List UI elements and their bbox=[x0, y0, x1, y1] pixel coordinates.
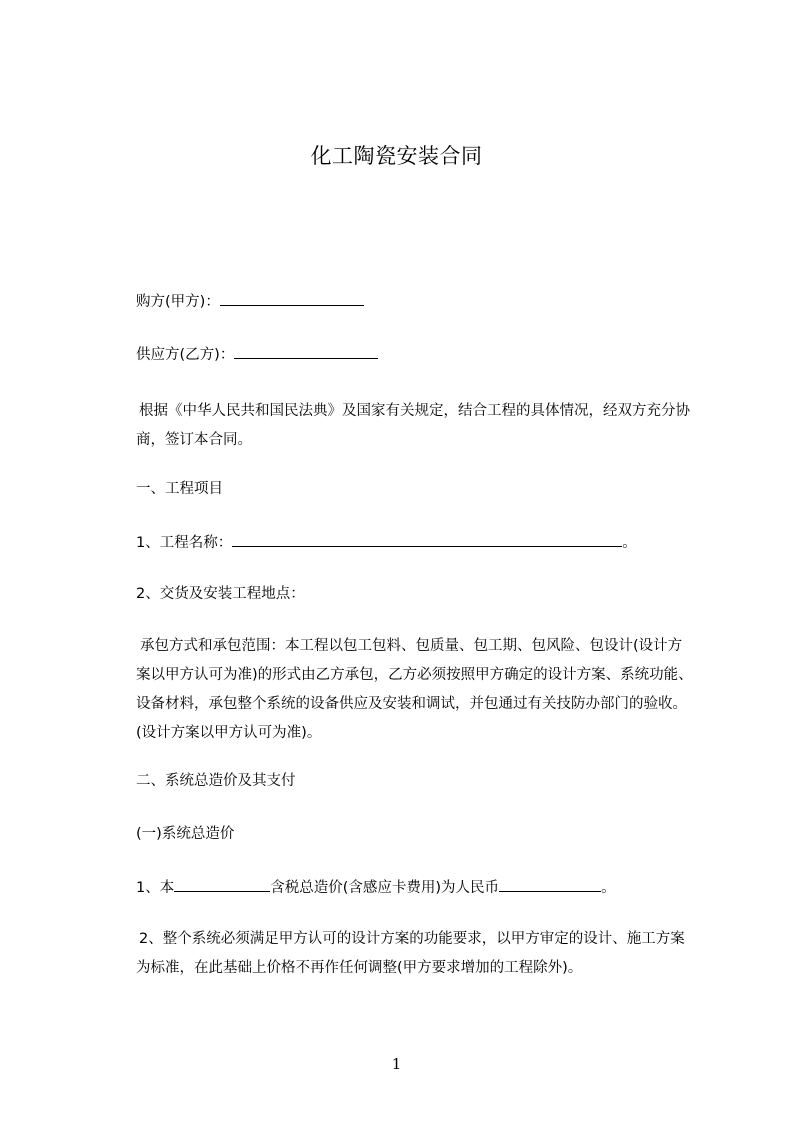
price-item-blank[interactable] bbox=[174, 877, 270, 892]
price-prefix: 1、本 bbox=[136, 880, 175, 896]
section2-heading: 二、系统总造价及其支付 bbox=[136, 773, 296, 789]
price-amount-blank[interactable] bbox=[499, 877, 601, 892]
supplier-label: 供应方(乙方)： bbox=[136, 347, 235, 363]
scope-paragraph: 承包方式和承包范围：本工程以包工包料、包质量、包工期、包风险、包设计(设计方案以甲方认可为准)的形式由乙方承包，乙方必须按照甲方确定的设计方案、系统功能、设备材料，承包整个系统的设备供应及安装和调试，并包通过有关技防办部门的验收。(设计方案以甲方认可为准)。 bbox=[136, 638, 693, 741]
location-line: 2、交货及安装工程地点： bbox=[136, 586, 305, 602]
price-middle: 含税总造价(含感应卡费用)为人民币 bbox=[270, 880, 500, 896]
project-name-label: 1、工程名称： bbox=[136, 535, 233, 551]
buyer-line bbox=[136, 291, 364, 312]
price-end: 。 bbox=[601, 880, 616, 896]
price-condition-paragraph: 2、整个系统必须满足甲方认可的设计方案的功能要求，以甲方审定的设计、施工方案为标准，在此基础上价格不再作任何调整(甲方要求增加的工程除外)。 bbox=[136, 931, 685, 976]
supplier-blank[interactable] bbox=[234, 344, 378, 359]
supplier-line bbox=[136, 344, 378, 365]
intro-paragraph: 根据《中华人民共和国民法典》及国家有关规定，结合工程的具体情况，经双方充分协商，签订本合同。 bbox=[136, 403, 690, 448]
buyer-blank[interactable] bbox=[220, 291, 364, 306]
project-name-blank[interactable] bbox=[232, 532, 622, 547]
subsection1-heading: (一)系统总造价 bbox=[136, 826, 235, 842]
project-name-line bbox=[136, 532, 637, 553]
price-line bbox=[136, 877, 616, 898]
project-name-end: 。 bbox=[622, 535, 637, 551]
buyer-label: 购方(甲方)： bbox=[136, 294, 220, 310]
document-title: 化工陶瓷安装合同 bbox=[310, 144, 483, 168]
page-number: 1 bbox=[391, 1055, 402, 1073]
section1-heading: 一、工程项目 bbox=[136, 481, 223, 497]
